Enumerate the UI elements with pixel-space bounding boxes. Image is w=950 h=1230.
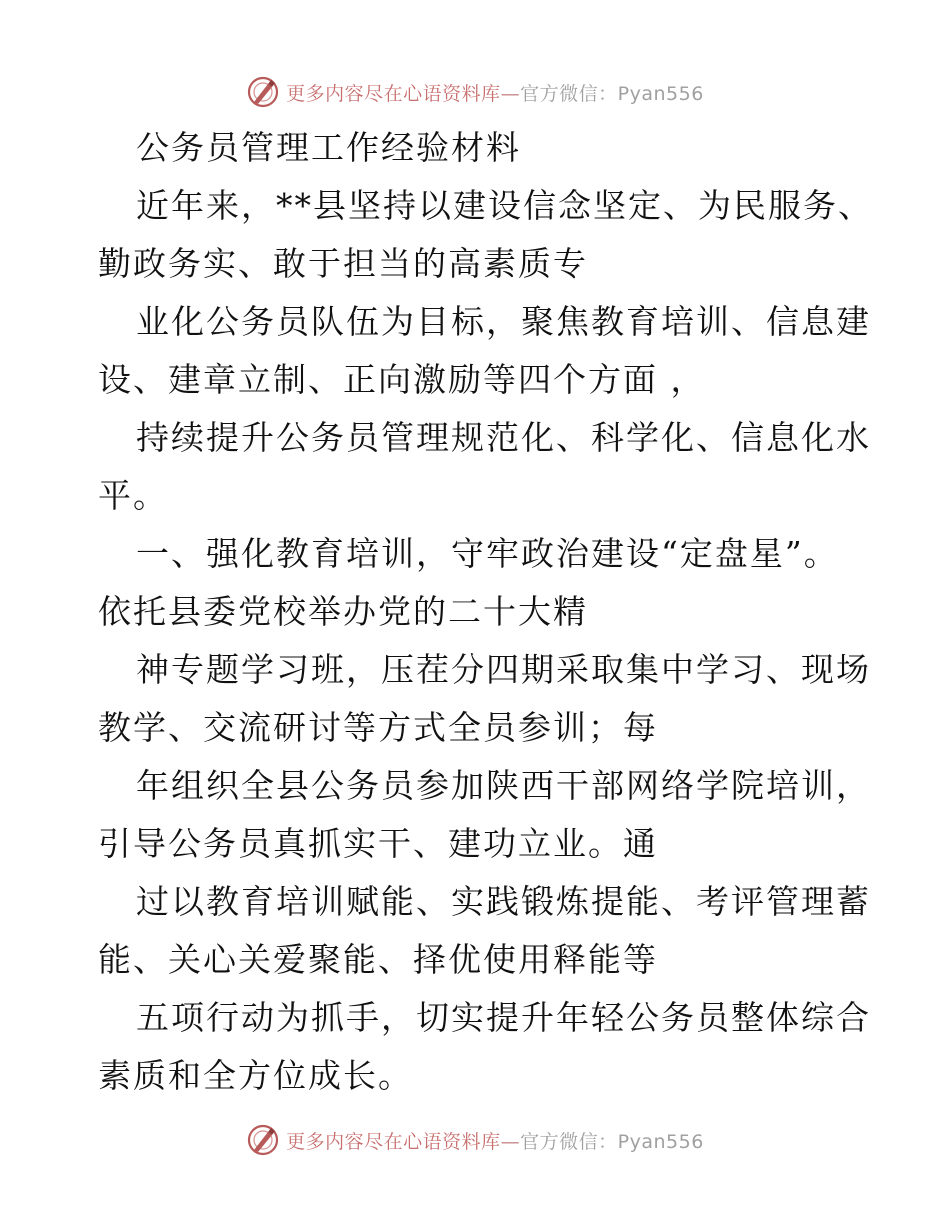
watermark-contact: 官方微信：Pyan556 <box>520 82 704 105</box>
watermark-dash: — <box>500 1130 521 1153</box>
header-watermark <box>0 72 950 112</box>
paragraph-line: 依托县委党校举办党的二十大精 <box>98 592 588 631</box>
footer-watermark <box>0 1120 950 1160</box>
watermark-brand: 更多内容尽在心语资料库 <box>286 1130 501 1153</box>
paragraph-line: 持续提升公务员管理规范化、科学化、信息化水 <box>136 418 871 457</box>
paragraph-line: 教学、交流研讨等方式全员参训；每 <box>98 708 658 747</box>
section-heading: 一、强化教育培训，守牢政治建设“定盘星”。 <box>136 534 839 573</box>
pen-circle-logo-icon <box>246 1123 280 1157</box>
paragraph-line: 引导公务员真抓实干、建功立业。通 <box>98 824 658 863</box>
paragraph-line: 设、建章立制、正向激励等四个方面 ， <box>98 360 706 399</box>
watermark-contact: 官方微信：Pyan556 <box>520 1130 704 1153</box>
watermark-text <box>286 79 704 106</box>
paragraph-line: 平。 <box>98 476 168 515</box>
pen-circle-logo-icon <box>246 75 280 109</box>
watermark-dash: — <box>500 82 521 105</box>
document-title: 公务员管理工作经验材料 <box>136 128 521 167</box>
watermark-brand: 更多内容尽在心语资料库 <box>286 82 501 105</box>
paragraph-line: 勤政务实、敢于担当的高素质专 <box>98 244 588 283</box>
paragraph-line: 能、关心关爱聚能、择优使用释能等 <box>98 940 658 979</box>
paragraph-line: 素质和全方位成长。 <box>98 1056 413 1095</box>
paragraph-line: 近年来，**县坚持以建设信念坚定、为民服务、 <box>136 186 873 225</box>
paragraph-line: 年组织全县公务员参加陕西干部网络学院培训， <box>136 766 871 805</box>
paragraph-line: 过以教育培训赋能、实践锻炼提能、考评管理蓄 <box>136 882 871 921</box>
paragraph-line: 五项行动为抓手，切实提升年轻公务员整体综合 <box>136 998 871 1037</box>
paragraph-line: 业化公务员队伍为目标，聚焦教育培训、信息建 <box>136 302 871 341</box>
paragraph-line: 神专题学习班，压茬分四期采取集中学习、现场 <box>136 650 871 689</box>
watermark-text <box>286 1127 704 1154</box>
